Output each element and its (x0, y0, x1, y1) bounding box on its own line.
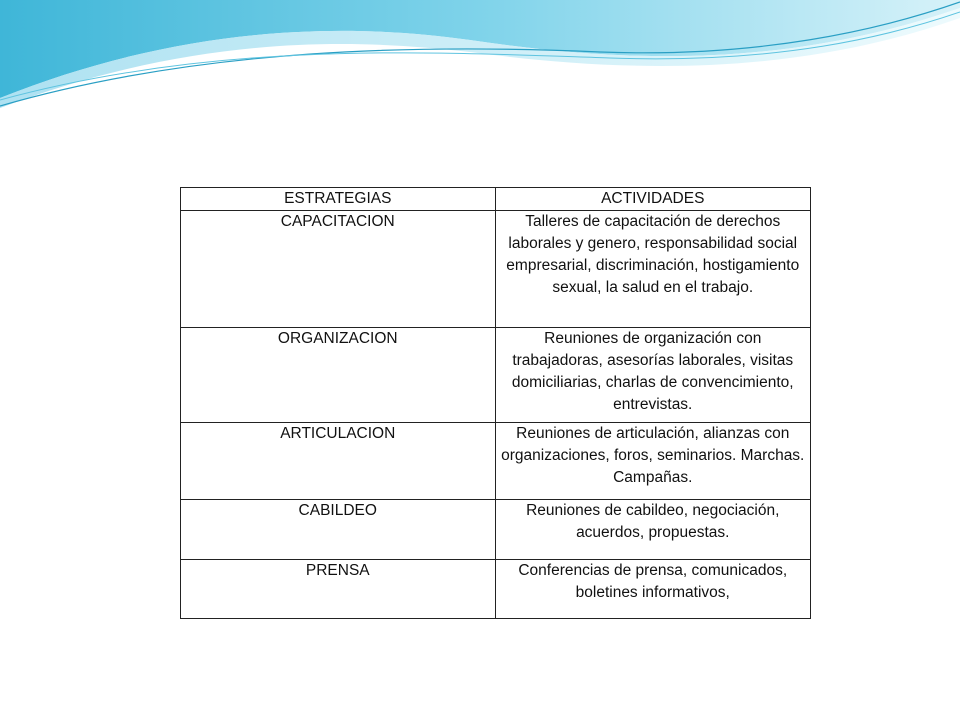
table-row (181, 328, 811, 423)
strategy-cell: ORGANIZACION (181, 328, 496, 423)
activities-cell: Reuniones de articulación, alianzas con organizaciones, foros, seminarios. Marchas. Campañas. (495, 423, 811, 500)
decorative-wave-banner (0, 0, 960, 120)
header-activities: ACTIVIDADES (495, 188, 811, 211)
header-strategies: ESTRATEGIAS (181, 188, 496, 211)
activities-cell: Reuniones de cabildeo, negociación, acuerdos, propuestas. (495, 500, 811, 560)
table-row (181, 500, 811, 560)
activities-cell: Reuniones de organización con trabajadoras, asesorías laborales, visitas domiciliarias, charlas de convencimiento, entrevistas. (495, 328, 811, 423)
table-row (181, 211, 811, 328)
strategy-cell: CAPACITACION (181, 211, 496, 328)
table-header-row (181, 188, 811, 211)
strategy-cell: ARTICULACION (181, 423, 496, 500)
table-row (181, 560, 811, 619)
strategy-cell: PRENSA (181, 560, 496, 619)
table-row (181, 423, 811, 500)
activities-cell: Talleres de capacitación de derechos laborales y genero, responsabilidad social empresarial, discriminación, hostigamiento sexual, la salud en el trabajo. (495, 211, 811, 328)
activities-cell: Conferencias de prensa, comunicados, boletines informativos, (495, 560, 811, 619)
strategy-cell: CABILDEO (181, 500, 496, 560)
strategies-table (180, 187, 811, 619)
